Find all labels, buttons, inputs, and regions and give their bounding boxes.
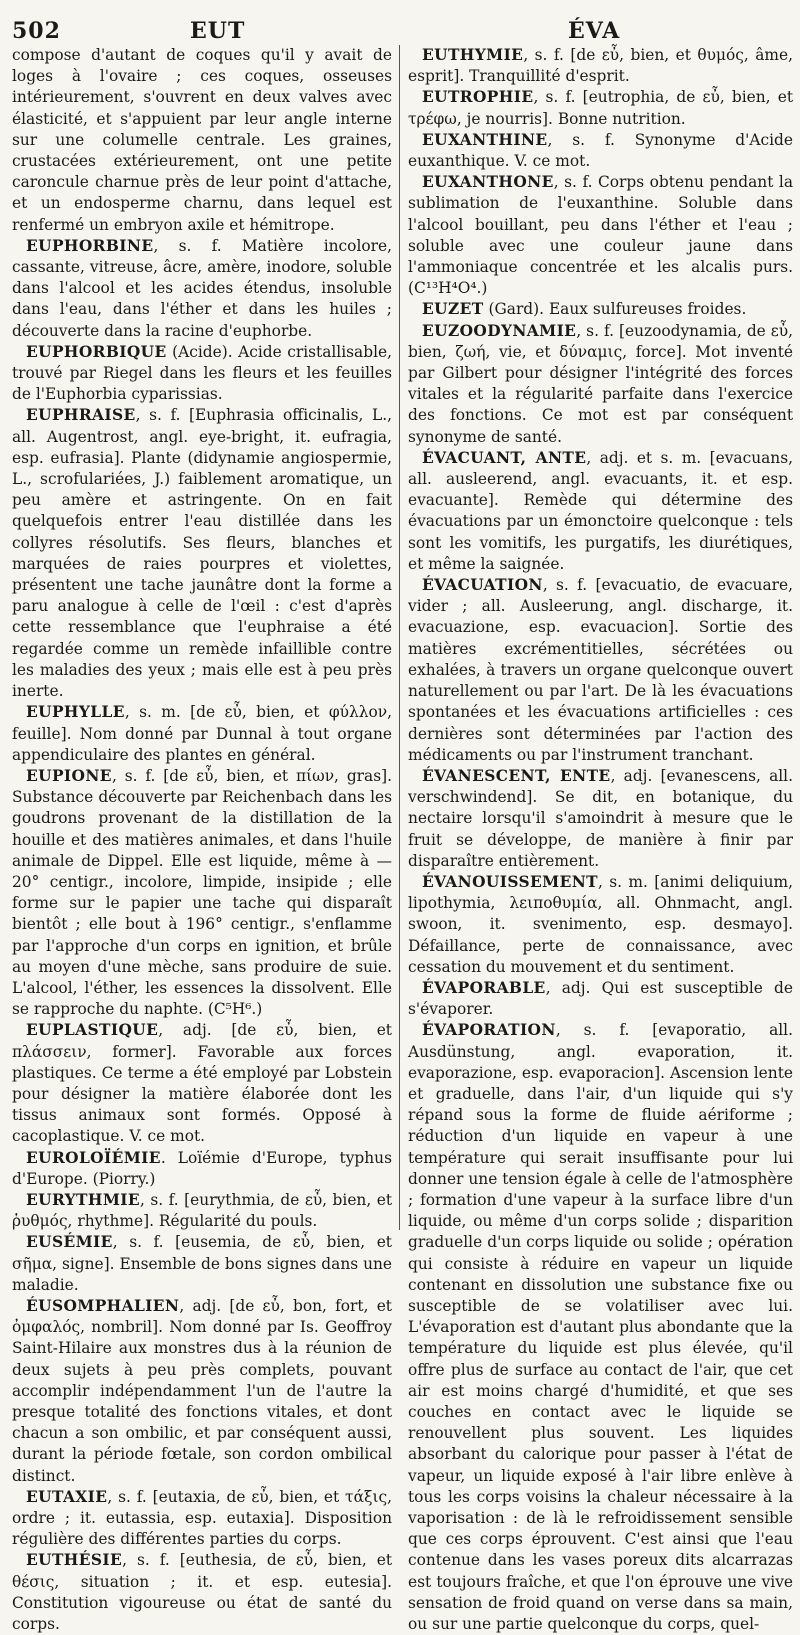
entry-headword: EUPHRAISE [26,406,136,425]
entry-definition: , s. m. [de εὖ, bien, et φύλλον, feuille]. Nom donné par Dunnal à tout organe appendiculaire des plantes en général. [12,703,392,764]
entry-headword: EUPIONE [26,766,112,785]
left-running-head: EUT [190,18,246,44]
entry-headword: EUTHYMIE [422,46,524,64]
entry-headword: EUSÉMIE [26,1233,113,1252]
entry-headword: ÉVANESCENT, ENTE [422,766,611,785]
dictionary-entry [12,1487,392,1551]
entry-headword: EUROLOÏÉMIE [26,1148,161,1167]
entry-definition: , s. f. Matière incolore, cassante, vitreuse, âcre, amère, inodore, soluble dans l'alcool et les acides étendus, insoluble dans l'eau, dans l'éther et dans les huiles ; découverte dans la racine d'euphorbe. [12,236,392,340]
page-number: 502 [12,18,61,44]
entry-headword: ÉVACUATION [422,576,543,595]
entry-definition: , adj. [evanescens, all. verschwindend]. Se dit, en botanique, du nectaire lorsqu'il s'amoindrit à mesure que le fruit se développe, de manière à finir par disparaître entièrement. [408,766,793,870]
dictionary-entry [408,45,793,87]
dictionary-entry [12,45,392,236]
entry-definition: , s. f. [eurythmia, de εὖ, bien, et ῥυθμός, rhythme]. Régularité du pouls. [12,1190,392,1231]
dictionary-entry [408,299,793,320]
entry-definition: , adj. [de εὖ, bien, et πλάσσειν, former]. Favorable aux forces plastiques. Ce terme a été employé par Lobstein pour désigner la matière élaborée dont les tissus animaux sont formés. Opposé à cacoplastique. V. ce mot. [12,1021,392,1146]
dictionary-entry [408,448,793,575]
entry-definition: , s. f. [eusemia, de εὖ, bien, et σῆμα, signe]. Ensemble de bons signes dans une maladie. [12,1233,392,1294]
right-running-head: ÉVA [568,18,621,44]
entry-headword: EUZET [422,300,484,319]
entry-headword: EUTHÉSIE [26,1551,123,1570]
entry-headword: EURYTHMIE [26,1190,141,1209]
entry-headword: EUXANTHINE [422,130,548,149]
entry-definition: , s. f. Corps obtenu pendant la sublimation de l'euxanthine. Soluble dans l'alcool bouillant, peu dans l'éther et l'eau ; soluble avec une couleur jaune dans l'ammoniaque concentrée et les alcalis purs. (C¹³H⁴O⁴.) [408,173,793,298]
entry-definition: , s. f. [eutrophia, de εὖ, bien, et τρέφω, je nourris]. Bonne nutrition. [408,88,793,128]
entry-headword: ÉVANOUISSEMENT [422,872,599,891]
entry-definition: , adj. [de εὖ, bon, fort, et ὀμφαλός, nombril]. Nom donné par Is. Geoffroy Saint-Hilaire aux monstres dus à la réunion de deux sujets à peu près complets, pouvant accomplir indépendamment l'un de l'autre la presque totalité des fonctions vitales, et dont chacun a son ombilic, et par conséquent aussi, durant la période fœtale, son cordon ombilical distinct. [12,1296,392,1485]
entry-definition: , s. f. [evacuatio, de evacuare, vider ; all. Ausleerung, angl. discharge, it. evacuazione, esp. evacuacion]. Sortie des matières excrémentitielles, sécrétées ou exhalées, à travers un organe quelconque ouvert naturellement ou par l'art. De là les évacuations spontanées et les évacuations artificielles : ces dernières sont déterminées par l'action des médicaments ou par l'instrument tranchant. [408,576,793,764]
dictionary-entry [12,405,392,702]
dictionary-entry [12,766,392,1020]
dictionary-entry [12,702,392,766]
dictionary-entry [408,766,793,872]
entry-headword: EUTAXIE [26,1487,108,1506]
dictionary-entry [12,1190,392,1232]
entry-definition: , s. f. [de εὖ, bien, et πίων, gras]. Substance découverte par Reichenbach dans les goudrons provenant de la distillation de la houille et des matières animales, et dans l'huile animale de Dippel. Elle est liquide, même à — 20° centigr., incolore, limpide, insipide ; elle forme sur le papier une tache qui disparaît bientôt ; elle bout à 196° centigr., s'enflamme par l'approche d'un corps en ignition, et brûle au moyen d'une mèche, sans produire de suie. L'alcool, l'éther, les essences la dissolvent. Elle se rapproche du naphte. (C⁵H⁶.) [12,766,392,1019]
entry-headword: ÉUSOMPHALIEN [26,1296,180,1315]
entry-definition: (Acide). Acide cristallisable, trouvé par Riegel dans les fleurs et les feuilles de l'Euphorbia cyparissias. [12,342,392,404]
entry-headword: EUPHORBINE [26,236,154,255]
dictionary-entry [12,1020,392,1147]
dictionary-entry [12,1550,392,1635]
dictionary-entry [408,978,793,1020]
dictionary-entry [408,321,793,448]
dictionary-entry [408,130,793,172]
entry-definition: , adj. et s. m. [evacuans, all. ausleerend, angl. evacuants, it. et esp. evacuante]. Remède qui détermine des évacuations par un émonctoire quelconque : tels sont les vomitifs, les purgatifs, les diurétiques, et même la saignée. [408,448,793,573]
entry-definition: , s. f. [Euphrasia officinalis, L., all. Augentrost, angl. eye-bright, it. eufragia, esp. eufrasia]. Plante (didynamie angiospermie, L., scrofulariées, J.) faiblement aromatique, un peu amère et astringente. On en fait quelquefois entrer l'eau distillée dans les collyres résolutifs. Ses fleurs, blanches et marquées de raies pourpres et violettes, présentent une tache jaunâtre dont la forme a paru analogue à celle de l'œil : c'est d'après cette ressemblance que l'euphraise a été regardée comme un remède infaillible contre les maladies des yeux ; mais elle est à peu près inerte. [12,406,392,701]
entry-definition: , s. f. [evaporatio, all. Ausdünstung, angl. evaporation, it. evaporazione, esp. evaporacion]. Ascension lente et graduelle, dans l'air, d'un liquide qui s'y répand sous la forme de fluide aériforme ; réduction d'un liquide en vapeur à une température qui serait insuffisante pour lui donner une tension égale à celle de l'atmosphère ; formation d'une vapeur à la surface libre d'un liquide, ou même d'un corps solide ; disparition graduelle d'un corps liquide ou solide ; opération qui consiste à réduire en vapeur un liquide contenant en dissolution une substance fixe ou susceptible de se volatiliser avec lui. L'évaporation est d'autant plus abondante que la température du liquide est plus élevée, qu'il offre plus de surface au contact de l'air, que cet air est moins chargé d'humidité, et que ses couches en contact avec le liquide se renouvellent plus souvent. Les liquides absorbant du calorique pour passer à l'état de vapeur, un liquide exposé à l'air libre enlève à tous les corps voisins la chaleur nécessaire à la vaporisation : de là le refroidissement sensible que ces corps éprouvent. C'est ainsi que l'eau contenue dans les vases poreux dits alcarrazas est toujours fraîche, et que l'on éprouve une vive sensation de froid quand on verse dans sa main, ou sur une partie quelconque du corps, quel- [408,1021,793,1634]
entry-headword: EUZOODYNAMIE [422,321,577,340]
dictionary-entry [408,575,793,766]
entry-definition: , s. f. [de εὖ, bien, et θυμός, âme, esprit]. Tranquillité d'esprit. [408,46,793,86]
dictionary-entry [408,872,793,978]
entry-definition: , s. f. [euthesia, de εὖ, bien, et θέσις, situation ; it. et esp. eutesia]. Constitution vigoureuse ou état de santé du corps. [12,1551,392,1634]
dictionary-entry [408,87,793,129]
dictionary-entry [12,1296,392,1487]
entry-headword: EUPHYLLE [26,703,125,722]
dictionary-entry [408,172,793,299]
entry-headword: EUTROPHIE [422,88,534,107]
dictionary-entry [12,342,392,406]
column-divider [399,45,400,1230]
entry-definition: , s. m. [animi deliquium, lipothymia, λειποθυμία, all. Ohnmacht, angl. swoon, it. svenimento, esp. desmayo]. Défaillance, perte de connaissance, avec cessation du mouvement et du sentiment. [408,872,793,976]
dictionary-entry [408,1020,793,1635]
entry-definition: , s. f. [eutaxia, de εὖ, bien, et τάξις, ordre ; it. eutassia, esp. eutaxia]. Disposition régulière des différentes parties du corps. [12,1487,392,1549]
dictionary-entry [12,1232,392,1296]
left-column [12,45,392,1634]
entry-headword: ÉVAPORABLE [422,978,546,997]
entry-definition: compose d'autant de coques qu'il y avait de loges à l'ovaire ; ces coques, osseuses intérieurement, s'ouvrent en deux valves avec élasticité, et s'appuient par leur angle interne sur une columelle centrale. Les graines, crustacées extérieurement, ont une petite caroncule charnue près de leur point d'attache, et un endosperme charnu, dans lequel est renfermé un embryon axile et hémitrope. [12,46,392,234]
entry-headword: EUPLASTIQUE [26,1021,159,1040]
right-column [408,45,793,1634]
entry-headword: ÉVAPORATION [422,1021,556,1040]
dictionary-entry [12,1148,392,1190]
entry-definition: , adj. Qui est susceptible de s'évaporer. [408,978,793,1019]
entry-definition: , s. f. [euzoodynamia, de εὖ, bien, ζωή, vie, et δύναμις, force]. Mot inventé par Gilbert pour désigner l'intégrité des forces vitales et la régularité parfaite dans l'exercice des fonctions. Ce mot est par conséquent synonyme de santé. [408,321,793,446]
entry-headword: EUPHORBIQUE [26,342,167,361]
entry-definition: (Gard). Eaux sulfureuses froides. [483,300,747,319]
entry-definition: , s. f. Synonyme d'Acide euxanthique. V. ce mot. [408,130,793,171]
dictionary-entry [12,236,392,342]
entry-headword: ÉVACUANT, ANTE [422,448,587,467]
entry-definition: . Loïémie d'Europe, typhus d'Europe. (Piorry.) [12,1148,392,1188]
entry-headword: EUXANTHONE [422,173,554,192]
